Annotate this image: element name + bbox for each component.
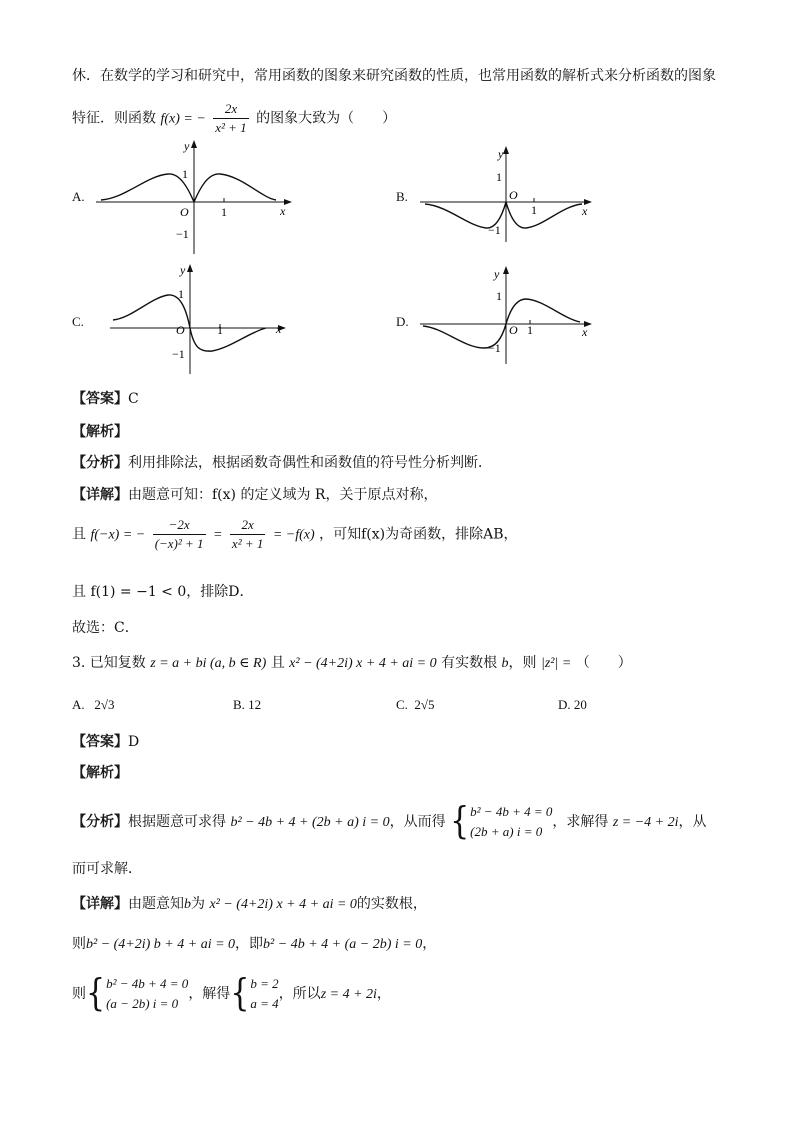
tick-y1-label: 1 xyxy=(496,170,502,184)
fenxi-mid: ，从而得 xyxy=(389,814,446,830)
q2-detail-3: 且 f(1) = −1 < 0，排除D． xyxy=(72,584,254,600)
detail-1-eq: x² − (4+2i) x + 4 + ai = 0 xyxy=(209,897,357,912)
fenxi-text: 利用排除法，根据函数奇偶性和函数值的符号性分析判断． xyxy=(128,455,492,471)
detail-3-z: z = 4 + 2i xyxy=(320,987,377,1002)
q2-detail-1 xyxy=(72,485,437,505)
detail-3-mid: ，解得 xyxy=(188,986,231,1002)
detail-3-solution xyxy=(250,974,278,1014)
detail-2-num2: 2x xyxy=(230,516,265,535)
origin-label: O xyxy=(509,188,518,202)
tick-y1-label: 1 xyxy=(496,289,502,303)
choice-value: 2√3 xyxy=(94,697,115,712)
tick-x-label: 1 xyxy=(527,323,533,337)
tick-ym1-label: −1 xyxy=(176,227,189,241)
detail-1-suffix: 的实数根， xyxy=(356,896,427,912)
detail-1-mid: 为 xyxy=(191,896,205,912)
tick-y1-label: 1 xyxy=(182,167,188,181)
choice-value: 2√5 xyxy=(414,697,435,712)
tick-ym1-label: −1 xyxy=(172,347,185,361)
q2-stem-line2 xyxy=(72,100,396,137)
origin-label: O xyxy=(176,323,185,337)
answer-tag: 【答案】 xyxy=(72,734,128,750)
axis-y-label: y xyxy=(498,147,504,161)
fenxi-end: ，从 xyxy=(678,814,707,830)
q3-choice-a[interactable] xyxy=(72,697,115,713)
q2-stem-line1: 休．在数学的学习和研究中，常用函数的图象来研究函数的性质，也常用函数的解析式来分析函数的图象 xyxy=(72,68,716,84)
detail-3-mid2: ，所以 xyxy=(278,986,321,1002)
detail-2-mid: ，即 xyxy=(235,936,264,952)
q3-fenxi-line2: 而可求解． xyxy=(72,861,142,877)
axis-x-label: x xyxy=(582,204,588,218)
detail-2-rhs: = −f(x) xyxy=(272,527,315,543)
q2-option-d-label[interactable]: D. xyxy=(396,314,409,329)
detail-2-frac2 xyxy=(230,516,265,553)
answer-value: D xyxy=(128,734,140,750)
q3-stem-mid: 且 xyxy=(270,655,285,671)
brace-icon: { xyxy=(230,971,250,1016)
detail-1-prefix: 由题意知 xyxy=(128,896,184,912)
q2-graph-c[interactable] xyxy=(110,262,290,376)
choice-label: B. xyxy=(233,697,245,712)
detail-2-eq1: b² − (4+2i) b + 4 + ai = 0 xyxy=(86,937,236,952)
q3-stem-prefix: 3. 已知复数 xyxy=(72,655,146,671)
q3-stem-math1: z = a + bi (a, b ∈ R) xyxy=(150,656,267,671)
detail-3-suffix: ， xyxy=(376,986,391,1002)
detail-1-b: b xyxy=(184,897,191,912)
q2-graph-b[interactable] xyxy=(420,144,595,244)
q3-detail-2 xyxy=(72,934,436,955)
brace-icon: { xyxy=(450,799,470,844)
q3-detail-3 xyxy=(72,972,391,1017)
detail-2-suffix: ， xyxy=(422,936,437,952)
detail-3-sys1: b² − 4b + 4 = 0 xyxy=(106,976,189,991)
detail-tag: 【详解】 xyxy=(72,487,128,503)
q2-fenxi xyxy=(72,453,492,473)
axis-x-label: x xyxy=(582,325,588,339)
tick-y1-label: 1 xyxy=(178,287,184,301)
detail-3-sys2: (a − 2b) i = 0 xyxy=(106,996,179,1011)
q2-graph-d[interactable] xyxy=(420,264,595,366)
detail-2-lhs: f(−x) = − xyxy=(90,527,146,543)
q3-stem-end: （ ） xyxy=(575,655,632,671)
detail-2-prefix: 且 xyxy=(72,526,86,543)
tick-ym1-label: −1 xyxy=(488,223,501,237)
axis-y-label: y xyxy=(494,267,500,281)
choice-value: 20 xyxy=(573,697,587,712)
fenxi-tag: 【分析】 xyxy=(72,455,128,471)
analysis-tag: 【解析】 xyxy=(72,765,128,781)
q3-analysis-tag xyxy=(72,763,128,783)
origin-label: O xyxy=(509,323,518,337)
analysis-tag: 【解析】 xyxy=(72,424,128,440)
choice-value: 12 xyxy=(248,697,262,712)
origin-label: O xyxy=(180,205,189,219)
q3-stem xyxy=(72,653,632,674)
answer-value: C xyxy=(128,391,139,407)
axis-y-label: y xyxy=(184,139,190,153)
fenxi-prefix: 根据题意可求得 xyxy=(128,814,226,830)
fenxi-eq: b² − 4b + 4 + (2b + a) i = 0 xyxy=(230,815,390,830)
fenxi-system xyxy=(470,802,552,842)
detail-3-system xyxy=(106,974,188,1014)
q3-stem-b: b xyxy=(501,656,509,671)
axis-y-label: y xyxy=(180,263,186,277)
q2-option-c-label[interactable]: C. xyxy=(72,314,84,329)
axis-x-label: x xyxy=(280,204,286,218)
choice-label: A. xyxy=(72,697,85,712)
detail-3-sol2: a = 4 xyxy=(250,996,279,1011)
q2-option-b-label[interactable]: B. xyxy=(396,189,408,204)
fenxi-mid2: ，求解得 xyxy=(552,814,609,830)
q2-fx-fraction xyxy=(213,100,248,137)
fenxi-sys2: (2b + a) i = 0 xyxy=(470,824,543,839)
q2-graph-a[interactable] xyxy=(96,138,296,256)
fenxi-tag: 【分析】 xyxy=(72,814,128,830)
tick-x-label: 1 xyxy=(217,323,223,337)
tick-x-label: 1 xyxy=(221,205,227,219)
detail-2-frac1 xyxy=(153,516,206,553)
detail-3-sol1: b = 2 xyxy=(250,976,279,991)
fenxi-z: z = −4 + 2i xyxy=(612,815,679,830)
tick-x-label: 1 xyxy=(531,203,537,217)
axis-x-label: x xyxy=(276,322,282,336)
choice-label: C. xyxy=(396,697,408,712)
detail-2-den2: x² + 1 xyxy=(231,536,264,551)
q2-option-a-label[interactable]: A. xyxy=(72,189,85,204)
detail-3-prefix: 则 xyxy=(72,986,86,1002)
detail-tag: 【详解】 xyxy=(72,896,128,912)
detail-2-num1: −2x xyxy=(153,516,206,535)
q3-fenxi xyxy=(72,800,707,845)
q3-choice-b[interactable] xyxy=(233,697,261,713)
choice-label: D. xyxy=(558,697,571,712)
q2-fx-num: 2x xyxy=(213,100,248,119)
q2-fx-den: x² + 1 xyxy=(215,120,247,135)
q3-answer xyxy=(72,732,139,752)
q2-analysis-tag xyxy=(72,422,128,442)
q3-stem-mid2: 有实数根 xyxy=(441,655,498,671)
detail-2-suffix: ，可知f(x)为奇函数，排除AB， xyxy=(319,526,518,543)
detail-2-prefix: 则 xyxy=(72,936,86,952)
q3-stem-suffix: ，则 xyxy=(508,655,537,671)
q2-stem-suffix: 的图象大致为（ ） xyxy=(256,110,397,127)
tick-ym1-label: −1 xyxy=(488,341,501,355)
q2-detail-2: 且 f(−x) = − $\frac{-2x}{\text{(−x)² + 1}}$ = $\frac{2x}{\text{x² + 1}}$ = −f(x) ，可知f(x)为奇函数，排除AB， xyxy=(72,517,518,551)
detail-2-eq2: b² − 4b + 4 + (a − 2b) i = 0 xyxy=(263,937,423,952)
q2-fx-lhs: f(x) = − xyxy=(160,111,206,127)
detail-2-den1: (−x)² + 1 xyxy=(154,536,204,551)
fenxi-sys1: b² − 4b + 4 = 0 xyxy=(470,804,553,819)
q2-answer xyxy=(72,389,139,409)
q3-choice-d[interactable] xyxy=(558,697,587,713)
q3-stem-math2: x² − (4+2i) x + 4 + ai = 0 xyxy=(289,656,437,671)
q3-choice-c[interactable] xyxy=(396,697,435,713)
q2-conclusion: 故选：C． xyxy=(72,620,139,636)
q2-stem-prefix: 特征．则函数 xyxy=(72,110,156,127)
q3-detail-1 xyxy=(72,894,427,915)
detail-1-text: 由题意可知：f(x) 的定义域为 R，关于原点对称， xyxy=(128,487,438,503)
brace-icon: { xyxy=(86,971,106,1016)
q3-stem-abs: |z²| = xyxy=(540,656,572,671)
answer-tag: 【答案】 xyxy=(72,391,128,407)
